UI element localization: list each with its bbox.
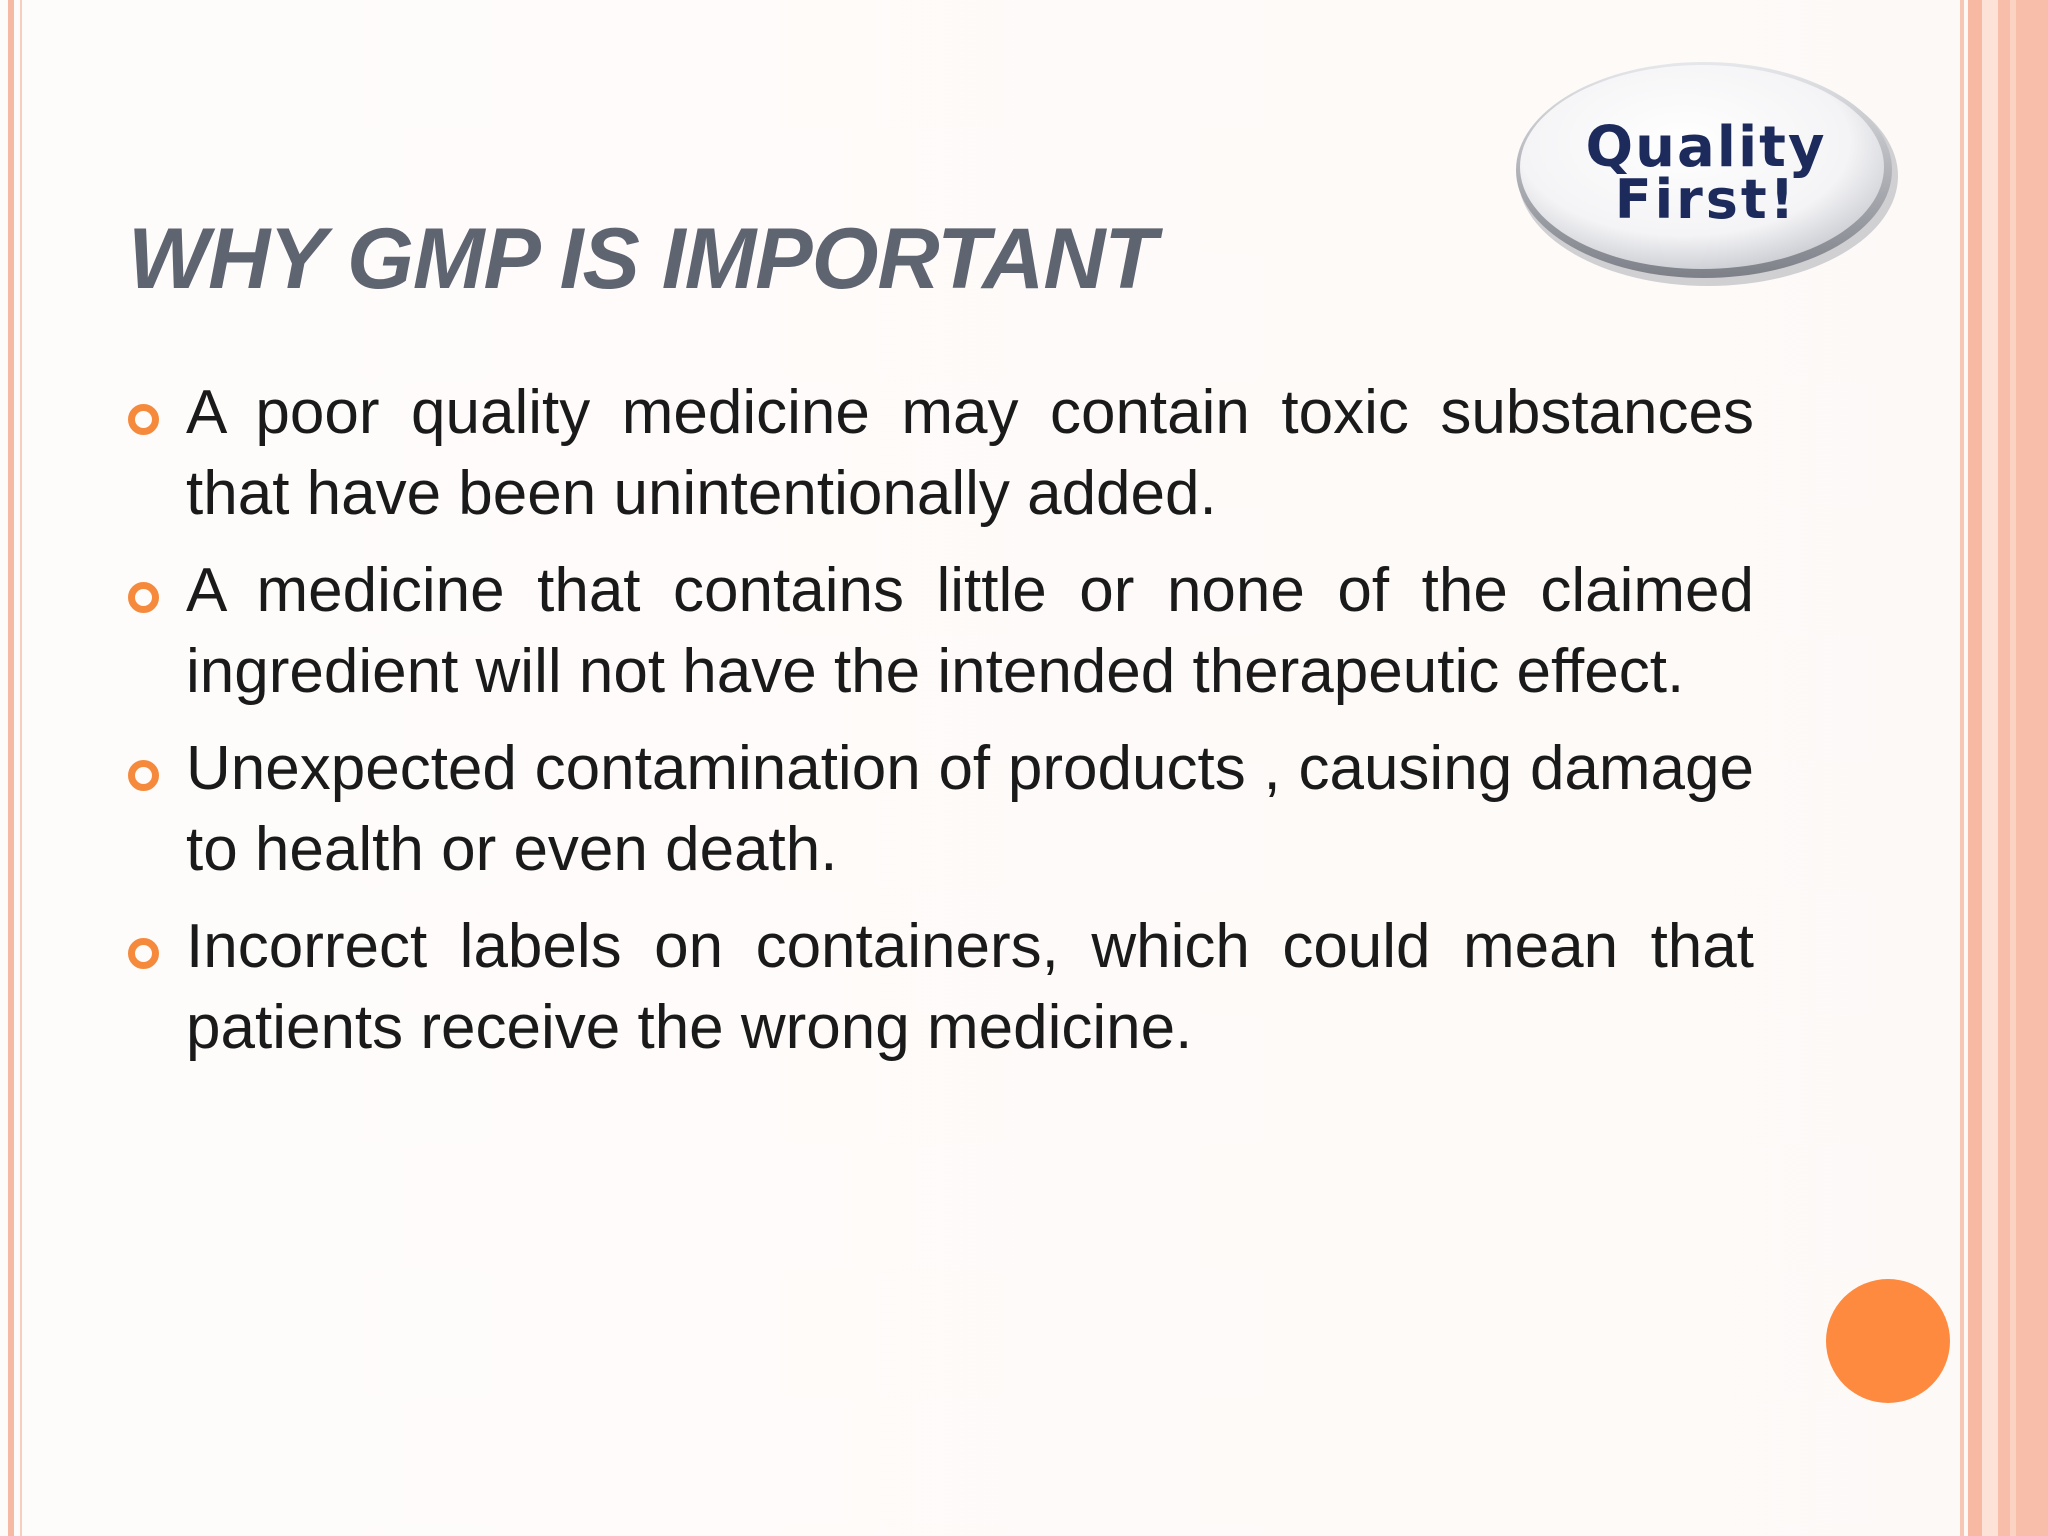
bullet-text: A poor quality medicine may contain toxic substances that have been unintentionally added.	[186, 378, 1754, 528]
right-border-line	[1960, 0, 1964, 1536]
bullet-text: Incorrect labels on containers, which could mean that patients receive the wrong medicine.	[186, 912, 1754, 1062]
logo-line-1: Quality	[1585, 115, 1827, 180]
hollow-circle-bullet-icon	[128, 582, 159, 613]
bullet-text: Unexpected contamination of products , causing damage to health or even death.	[186, 734, 1754, 884]
left-border-stripe	[8, 0, 14, 1536]
hollow-circle-bullet-icon	[128, 760, 159, 791]
right-border-band	[1982, 0, 1998, 1536]
hollow-circle-bullet-icon	[128, 404, 159, 435]
bullet-text: A medicine that contains little or none of the claimed ingredient will not have the intended therapeutic effect.	[186, 556, 1754, 706]
left-border-line	[20, 0, 22, 1536]
bullet-item	[126, 906, 1754, 1068]
right-border-highlight	[2010, 0, 2016, 1536]
right-border-stripe	[1968, 0, 1982, 1536]
quality-first-logo	[1512, 58, 1900, 290]
bullet-item	[126, 550, 1754, 712]
bullet-item	[126, 728, 1754, 890]
logo-line-2: First!	[1614, 168, 1798, 231]
bullet-item	[126, 372, 1754, 534]
slide-title: WHY GMP IS IMPORTANT	[128, 211, 1156, 307]
hollow-circle-bullet-icon	[128, 938, 159, 969]
filled-orange-circle-icon	[1826, 1279, 1950, 1403]
right-border-edge	[1998, 0, 2048, 1536]
bullet-list	[126, 372, 1754, 1084]
